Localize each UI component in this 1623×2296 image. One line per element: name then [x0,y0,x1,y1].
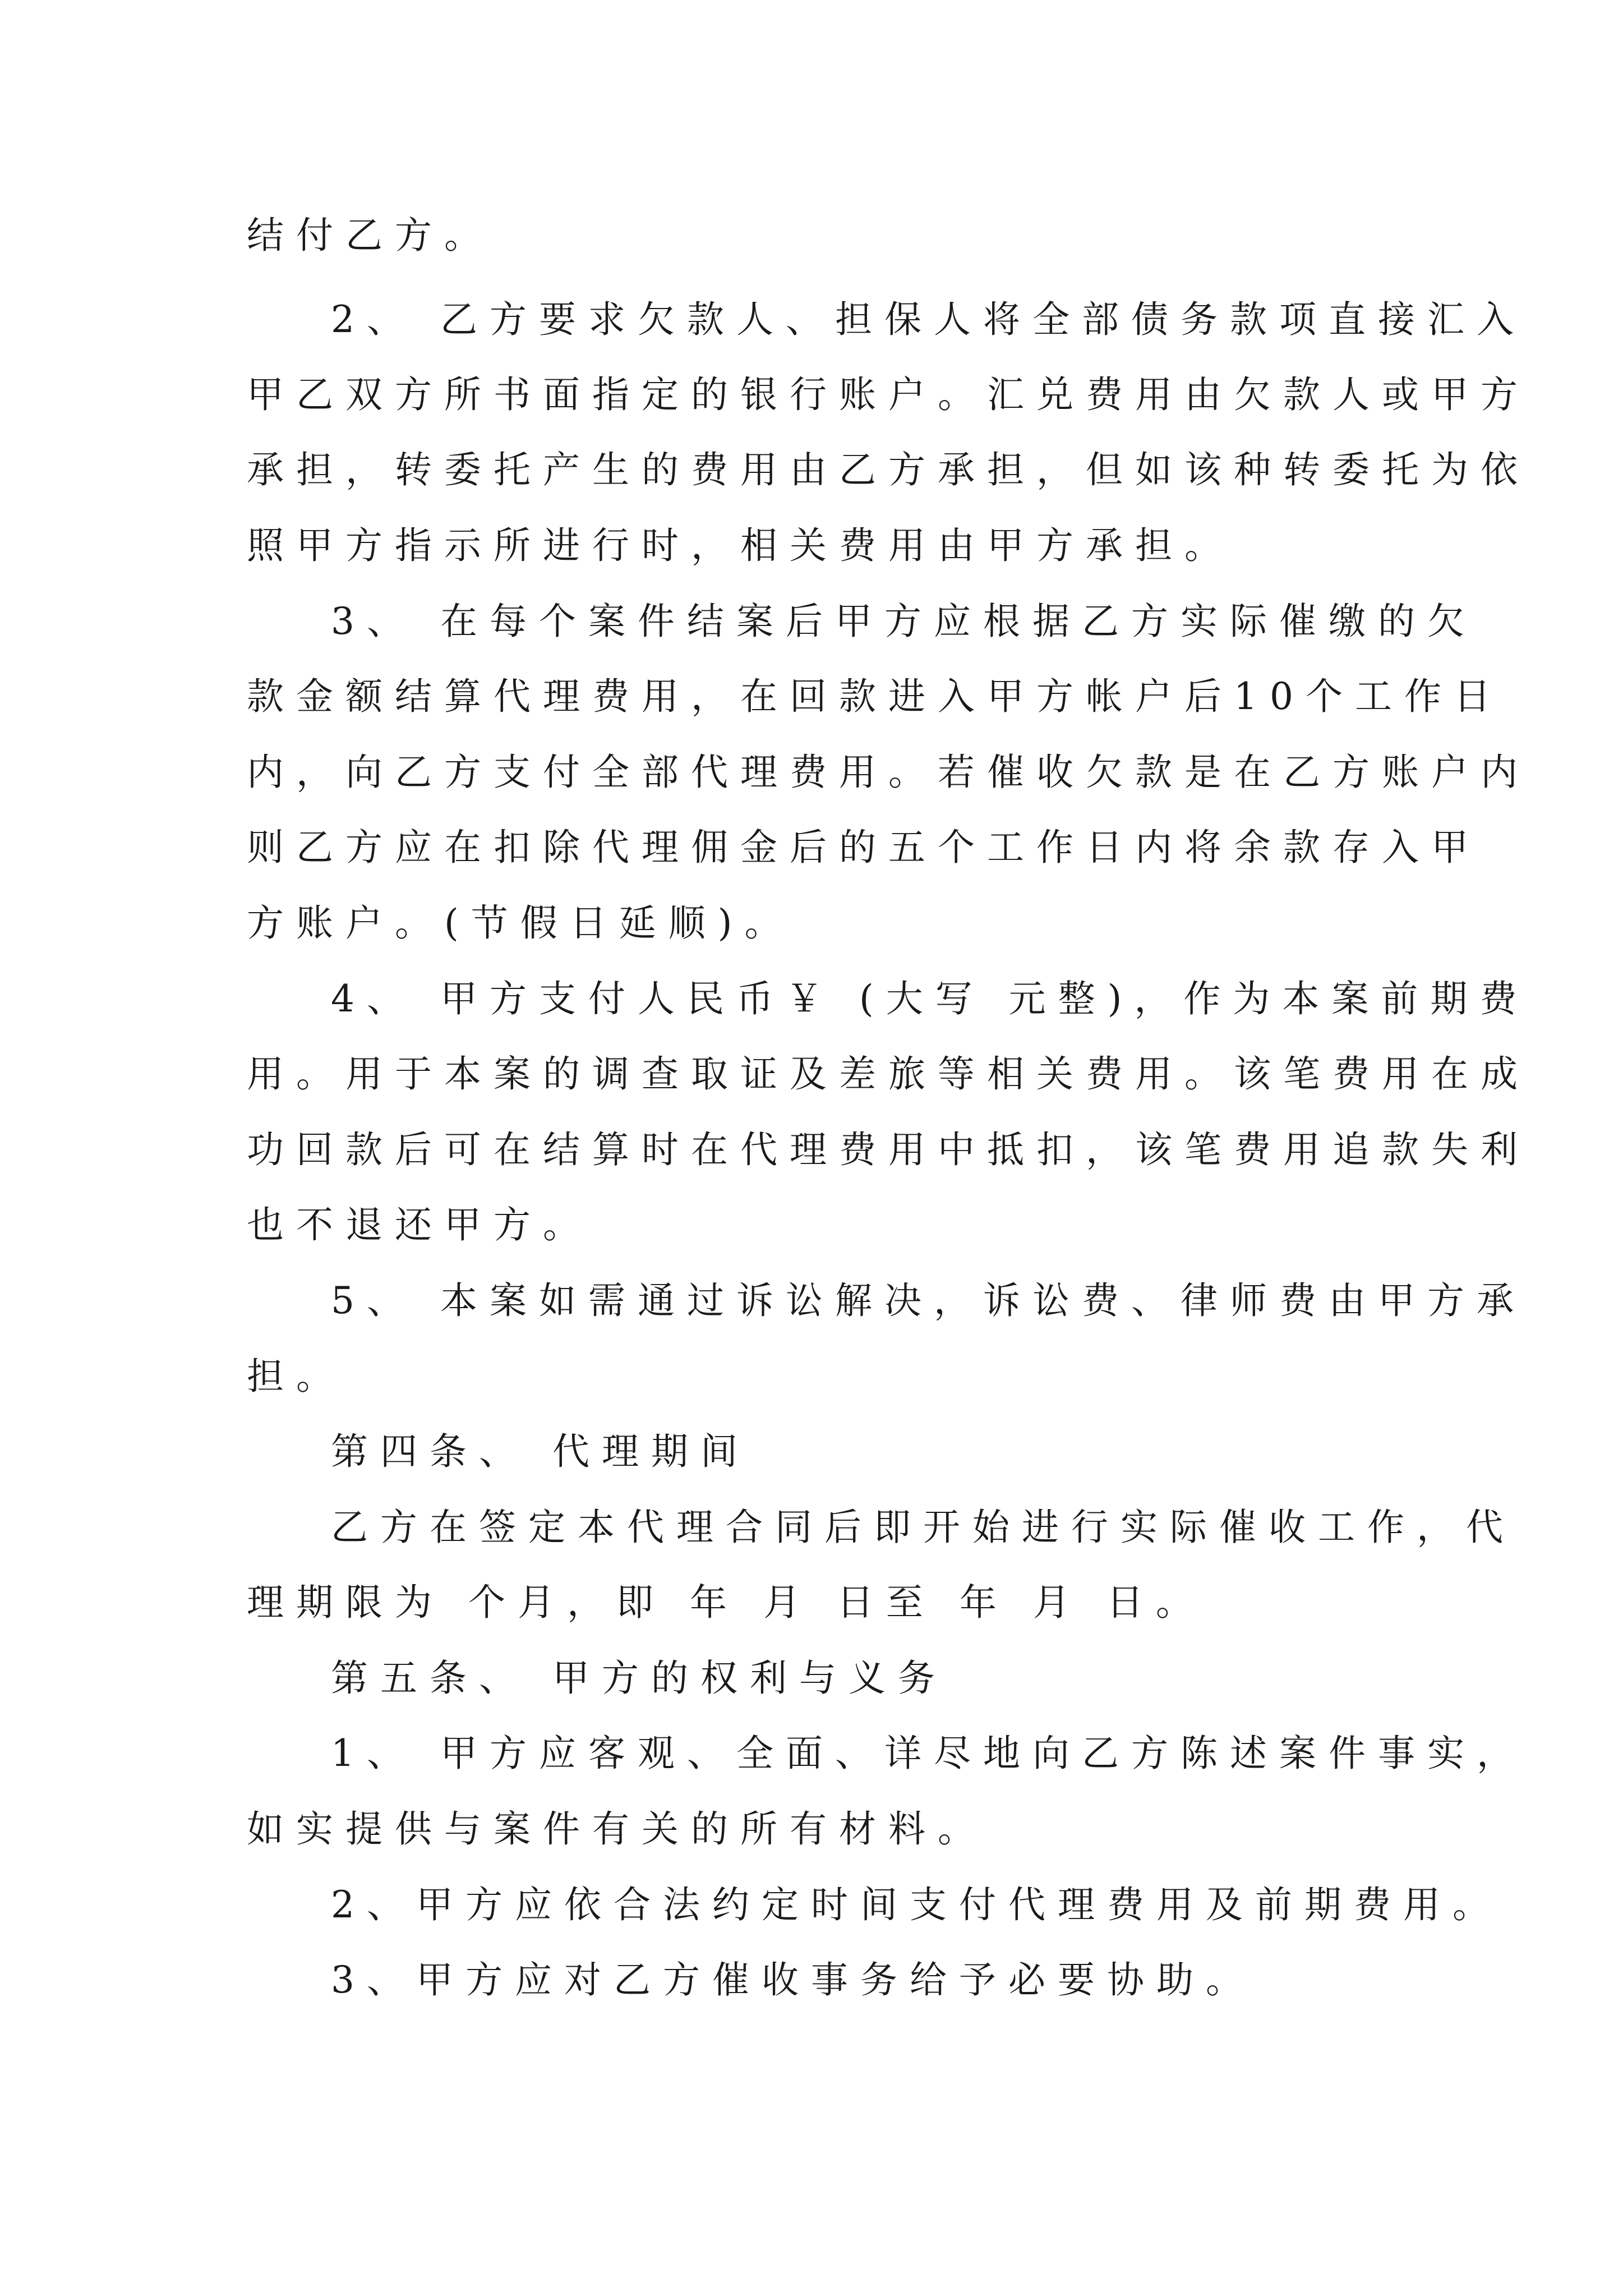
text-line-11: 4、 甲方支付人民币￥ (大写 元整)，作为本案前期费 [331,977,1529,1020]
text-line-5: 照甲方指示所进行时，相关费用由甲方承担。 [247,524,1234,567]
text-line-10: 方账户。(节假日延顺)。 [247,901,794,945]
text-line-1: 结付乙方。 [247,214,494,257]
text-line-8: 内，向乙方支付全部代理费用。若催收欠款是在乙方账户内 [247,751,1530,794]
text-line-15: 5、 本案如需通过诉讼解决，诉讼费、律师费由甲方承 [331,1279,1526,1322]
text-line-24: 3、甲方应对乙方催收事务给予必要协助。 [331,1958,1255,2001]
text-line-12: 用。用于本案的调查取证及差旅等相关费用。该笔费用在成 [247,1052,1530,1096]
text-line-2: 2、 乙方要求欠款人、担保人将全部债务款项直接汇入 [331,298,1526,341]
text-line-7: 款金额结算代理费用，在回款进入甲方帐户后10个工作日 [247,675,1503,718]
text-line-21: 1、 甲方应客观、全面、详尽地向乙方陈述案件事实， [331,1732,1526,1775]
text-line-18: 乙方在签定本代理合同后即开始进行实际催收工作，代 [331,1506,1515,1549]
text-line-9: 则乙方应在扣除代理佣金后的五个工作日内将余款存入甲 [247,826,1481,869]
text-line-3: 甲乙双方所书面指定的银行账户。汇兑费用由欠款人或甲方 [247,373,1530,416]
text-line-19: 理期限为 个月，即 年 月 日至 年 月 日。 [247,1581,1205,1624]
text-line-16: 担。 [247,1355,345,1398]
text-line-23: 2、甲方应依合法约定时间支付代理费用及前期费用。 [331,1883,1502,1926]
text-line-6: 3、 在每个案件结案后甲方应根据乙方实际催缴的欠 [331,600,1477,643]
text-line-13: 功回款后可在结算时在代理费用中抵扣，该笔费用追款失利 [247,1128,1530,1171]
section-heading-article-5: 第五条、 甲方的权利与义务 [331,1657,947,1700]
text-line-22: 如实提供与案件有关的所有材料。 [247,1807,987,1851]
text-line-14: 也不退还甲方。 [247,1203,592,1246]
text-line-4: 承担，转委托产生的费用由乙方承担，但如该种转委托为依 [247,448,1530,491]
section-heading-article-4: 第四条、 代理期间 [331,1430,750,1473]
